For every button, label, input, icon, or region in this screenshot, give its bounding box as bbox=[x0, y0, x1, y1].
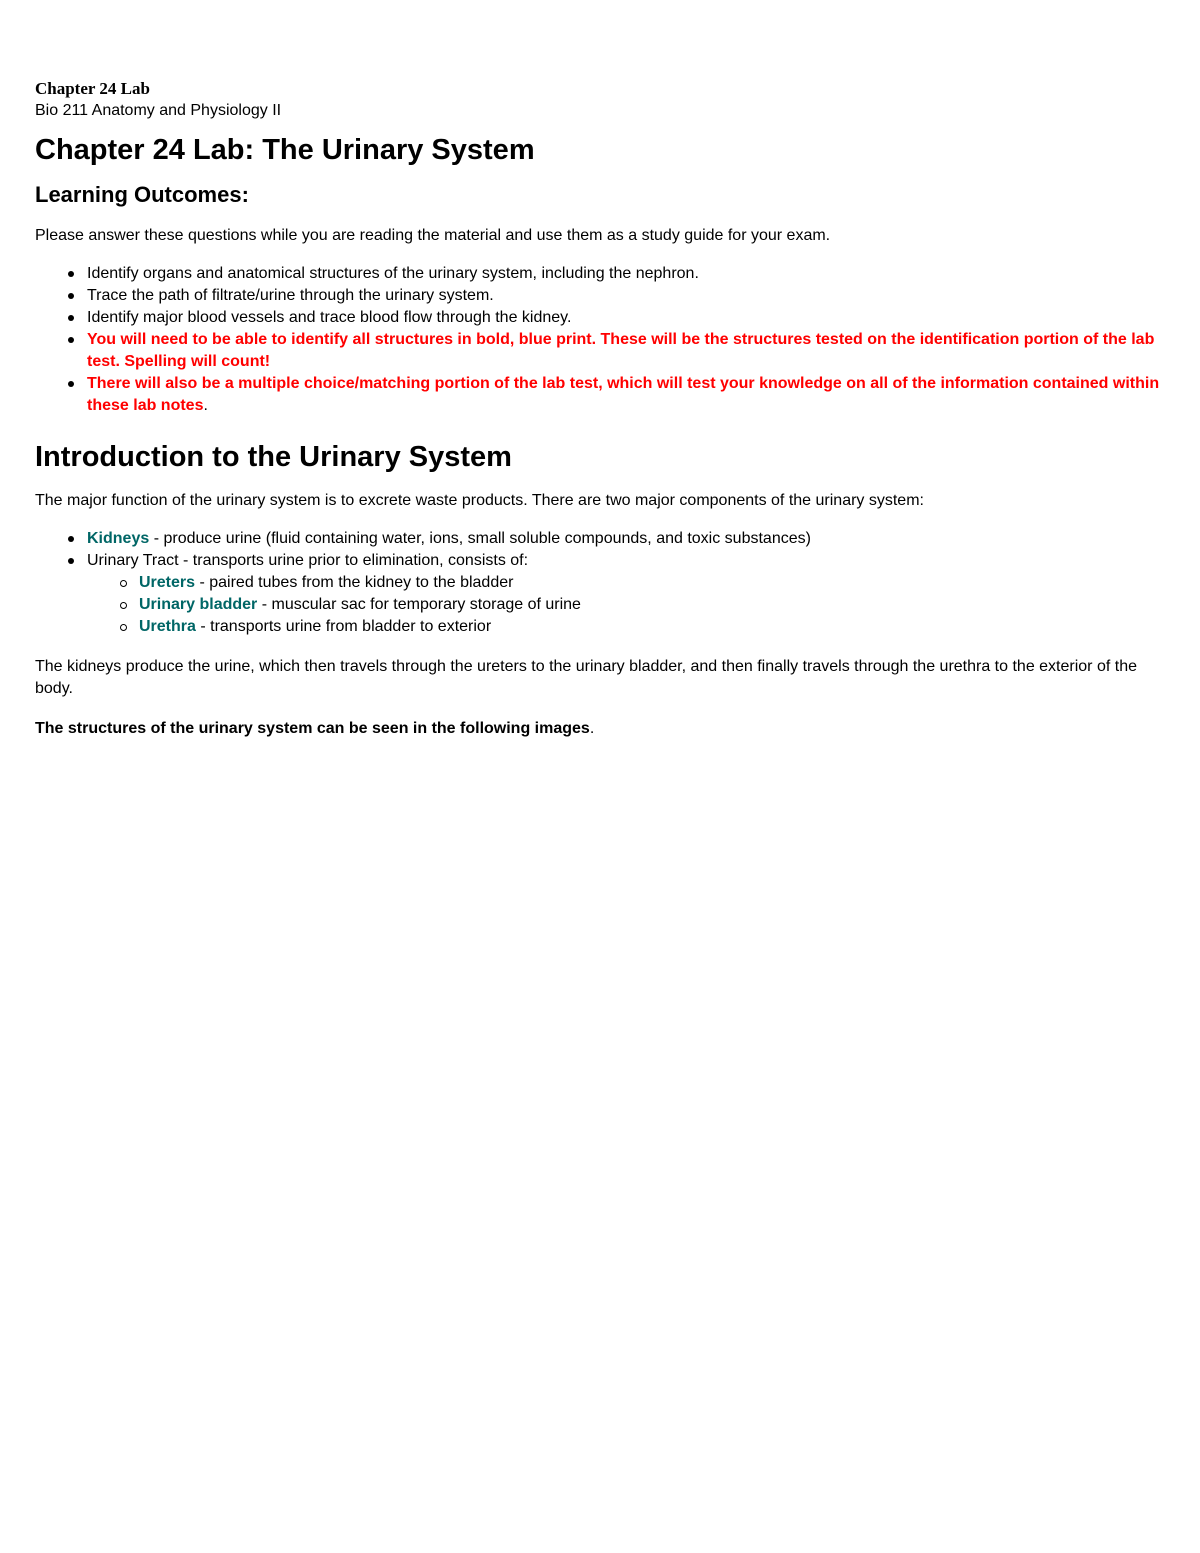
circle-bullet-icon bbox=[120, 580, 127, 587]
list-item-kidneys bbox=[87, 528, 1165, 550]
urinary-tract-label: Urinary Tract - transports urine prior to elimination, consists of: bbox=[87, 552, 529, 569]
list-item-urinary-bladder bbox=[139, 594, 1165, 616]
list-item-text: Identify organs and anatomical structures of the urinary system, including the nephron. bbox=[87, 265, 699, 282]
list-item-ureters bbox=[139, 572, 1165, 594]
list-item-text-emphasis: There will also be a multiple choice/matching portion of the lab test, which will test your knowledge on all of the information contained within these lab notes bbox=[87, 375, 1160, 414]
list-item bbox=[87, 263, 1165, 285]
bullet-icon bbox=[68, 558, 74, 564]
circle-bullet-icon bbox=[120, 602, 127, 609]
document-header-title: Chapter 24 Lab bbox=[35, 79, 150, 98]
page-title: Chapter 24 Lab: The Urinary System bbox=[35, 134, 535, 166]
list-item-urethra bbox=[139, 616, 1165, 638]
term-kidneys: Kidneys bbox=[87, 530, 150, 547]
term-ureters: Ureters bbox=[139, 574, 196, 591]
term-description: - paired tubes from the kidney to the bladder bbox=[195, 574, 514, 591]
term-description: - produce urine (fluid containing water, ions, small soluble compounds, and toxic substances) bbox=[149, 530, 811, 547]
circle-bullet-icon bbox=[120, 624, 127, 631]
closing-paragraph bbox=[35, 718, 1165, 740]
document-course-name: Bio 211 Anatomy and Physiology II bbox=[35, 102, 282, 119]
urine-path-paragraph: The kidneys produce the urine, which then travels through the ureters to the urinary bladder, and then finally travels through the urethra to the exterior of the body. bbox=[35, 658, 1137, 697]
closing-text: The structures of the urinary system can be seen in the following images bbox=[35, 720, 590, 737]
term-urinary-bladder: Urinary bladder bbox=[139, 596, 258, 613]
term-description: - transports urine from bladder to exterior bbox=[195, 618, 492, 635]
list-item-text-emphasis: You will need to be able to identify all structures in bold, blue print. These will be the structures tested on the identification portion of the lab test. Spelling will count! bbox=[87, 331, 1155, 370]
list-item-text: Identify major blood vessels and trace blood flow through the kidney. bbox=[87, 309, 572, 326]
bullet-icon bbox=[68, 293, 74, 299]
bullet-icon bbox=[68, 536, 74, 542]
bullet-icon bbox=[68, 315, 74, 321]
bullet-icon bbox=[68, 337, 74, 343]
intro-lead: The major function of the urinary system is to excrete waste products. There are two major components of the urinary system: bbox=[35, 492, 924, 509]
learning-outcomes-lead: Please answer these questions while you are reading the material and use them as a study guide for your exam. bbox=[35, 227, 831, 244]
learning-outcomes-list bbox=[35, 263, 1165, 417]
list-item-text: Trace the path of filtrate/urine through the urinary system. bbox=[87, 287, 494, 304]
list-item bbox=[87, 307, 1165, 329]
list-item bbox=[87, 373, 1165, 417]
learning-outcomes-heading: Learning Outcomes: bbox=[35, 182, 249, 207]
list-item-suffix: . bbox=[203, 397, 208, 414]
bullet-icon bbox=[68, 381, 74, 387]
closing-suffix: . bbox=[589, 720, 595, 737]
list-item bbox=[87, 329, 1165, 373]
list-item bbox=[87, 285, 1165, 307]
list-item-urinary-tract bbox=[87, 550, 1165, 638]
intro-heading: Introduction to the Urinary System bbox=[35, 441, 512, 473]
components-list bbox=[35, 528, 1165, 638]
term-description: - muscular sac for temporary storage of urine bbox=[257, 596, 581, 613]
term-urethra: Urethra bbox=[139, 618, 196, 635]
urinary-tract-sublist bbox=[87, 572, 1165, 638]
bullet-icon bbox=[68, 271, 74, 277]
document-page bbox=[35, 78, 1165, 740]
